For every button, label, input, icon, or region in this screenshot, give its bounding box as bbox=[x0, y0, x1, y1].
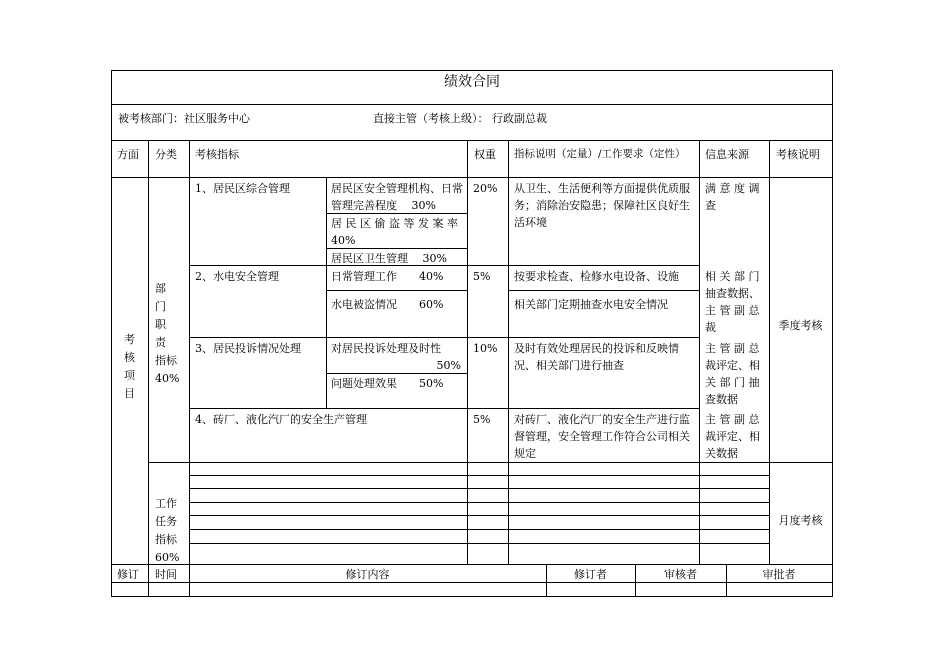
footer-neirong: 修订内容 bbox=[345, 568, 390, 581]
footer-shenpizhe: 审批者 bbox=[762, 568, 796, 581]
col-header-quanzhong: 权重 bbox=[474, 148, 496, 161]
side-char: 考 bbox=[124, 333, 135, 346]
footer-xiudingzhe: 修订者 bbox=[574, 568, 607, 581]
rule-after-header-info bbox=[111, 140, 833, 141]
row2-desc-1: 按要求检查、检修水电设备、设施 bbox=[514, 270, 679, 283]
col-line-indicator-sub bbox=[326, 177, 327, 408]
assessment-monthly: 月度考核 bbox=[778, 514, 823, 527]
col-header-fangmian: 方面 bbox=[117, 148, 139, 161]
category-line: 任务 bbox=[155, 515, 177, 528]
row3-source: 主 管 副 总 裁评定、相 关 部 门 抽 查数据 bbox=[705, 342, 760, 406]
row2-desc-2: 相关部门定期抽查水电安全情况 bbox=[514, 298, 668, 311]
table-border-bottom bbox=[111, 596, 833, 597]
grid-task-2 bbox=[189, 488, 769, 489]
rule-after-row4 bbox=[148, 462, 833, 463]
category-line: 40% bbox=[155, 372, 180, 385]
row3-sub-1: 对居民投诉处理及时性 bbox=[331, 342, 441, 355]
grid-task-5 bbox=[189, 529, 769, 530]
footer-xiuding: 修订 bbox=[117, 568, 139, 581]
row1-source: 满 意 度 调 查 bbox=[705, 182, 760, 212]
row2-weight: 5% bbox=[473, 270, 491, 283]
category-line: 指标 bbox=[155, 354, 177, 367]
side-label-kaohe-xiangmu bbox=[111, 331, 148, 403]
col-header-shuoming: 指标说明（定量）/工作要求（定性） bbox=[514, 148, 686, 160]
row3-indicator: 3、居民投诉情况处理 bbox=[195, 342, 301, 355]
col-line-2 bbox=[189, 140, 190, 597]
footer-shenhezhe: 审核者 bbox=[664, 568, 697, 581]
category-line: 指标 bbox=[155, 533, 177, 546]
footer-shijian: 时间 bbox=[155, 568, 177, 581]
row3-sub-2: 问题处理效果 50% bbox=[331, 377, 444, 390]
page-title: 绩效合同 bbox=[444, 74, 500, 90]
col-line-1 bbox=[148, 140, 149, 597]
rule-after-row2 bbox=[189, 337, 699, 338]
grid-task-4 bbox=[189, 515, 769, 516]
row2-sub-2: 水电被盗情况 60% bbox=[331, 298, 444, 311]
col-line-4 bbox=[508, 140, 509, 565]
grid-task-1 bbox=[189, 475, 769, 476]
row1-desc: 从卫生、生活便利等方面提供优质服务；消除治安隐患；保障社区良好生活环境 bbox=[514, 182, 690, 229]
rule-after-column-headers bbox=[111, 177, 833, 178]
supervisor-label: 直接主管（考核上级）： 行政副总裁 bbox=[373, 112, 547, 125]
row1-weight: 20% bbox=[473, 182, 498, 195]
table-border-right bbox=[832, 70, 833, 597]
table-border-top bbox=[111, 70, 833, 71]
side-char: 项 bbox=[124, 369, 135, 382]
col-header-laiyuan: 信息来源 bbox=[705, 148, 749, 161]
grid-task-3 bbox=[189, 502, 769, 503]
row1-sub-1: 居民区安全管理机构、日常管理完善程度 30% bbox=[331, 182, 463, 212]
row4-weight: 5% bbox=[473, 413, 491, 426]
col-header-zhibiao: 考核指标 bbox=[195, 148, 239, 161]
category-line: 部 门 bbox=[155, 282, 177, 313]
row2-sub-1: 日常管理工作 40% bbox=[331, 270, 444, 283]
side-char: 目 bbox=[124, 387, 135, 400]
category-bumen bbox=[155, 280, 185, 388]
row4-source: 主 管 副 总 裁评定、相 关数据 bbox=[705, 413, 760, 460]
col-header-kaohe: 考核说明 bbox=[776, 148, 820, 161]
row3-weight: 10% bbox=[473, 342, 498, 355]
row4-desc: 对砖厂、液化汽厂的安全生产进行监督管理，安全管理工作符合公司相关规定 bbox=[514, 413, 690, 460]
category-line: 60% bbox=[155, 551, 180, 564]
row3-desc: 及时有效处理居民的投诉和反映情况、相关部门进行抽查 bbox=[514, 342, 679, 372]
side-char: 核 bbox=[124, 351, 135, 364]
rule-before-footer bbox=[111, 564, 833, 565]
col-line-6 bbox=[769, 140, 770, 565]
assessment-quarterly: 季度考核 bbox=[778, 319, 823, 332]
category-gongzuo bbox=[155, 495, 185, 567]
rule-row2-desc bbox=[508, 290, 699, 291]
rule-after-row3 bbox=[189, 408, 699, 409]
row1-sub-3: 居民区卫生管理 30% bbox=[331, 252, 447, 265]
row1-indicator: 1、居民区综合管理 bbox=[195, 182, 290, 195]
col-line-3 bbox=[467, 140, 468, 565]
category-line: 职 责 bbox=[155, 318, 177, 349]
row3-sub-1-pct: 50% bbox=[436, 359, 461, 372]
col-line-5 bbox=[699, 140, 700, 565]
dept-label: 被考核部门：社区服务中心 bbox=[118, 112, 250, 125]
row2-indicator: 2、水电安全管理 bbox=[195, 270, 279, 283]
col-header-fenlei: 分类 bbox=[155, 148, 177, 161]
row1-sub-2: 居 民 区 偷 盗 等 发 案 率 40% bbox=[331, 217, 458, 247]
rule-row2-sub bbox=[326, 290, 467, 291]
row2-source: 相 关 部 门 抽查数据、主 管 副 总 裁 bbox=[705, 270, 760, 334]
rule-after-title bbox=[111, 104, 833, 105]
category-line: 工作 bbox=[155, 497, 177, 510]
grid-task-6 bbox=[189, 543, 769, 544]
row4-indicator: 4、砖厂、液化汽厂的安全生产管理 bbox=[195, 413, 367, 426]
